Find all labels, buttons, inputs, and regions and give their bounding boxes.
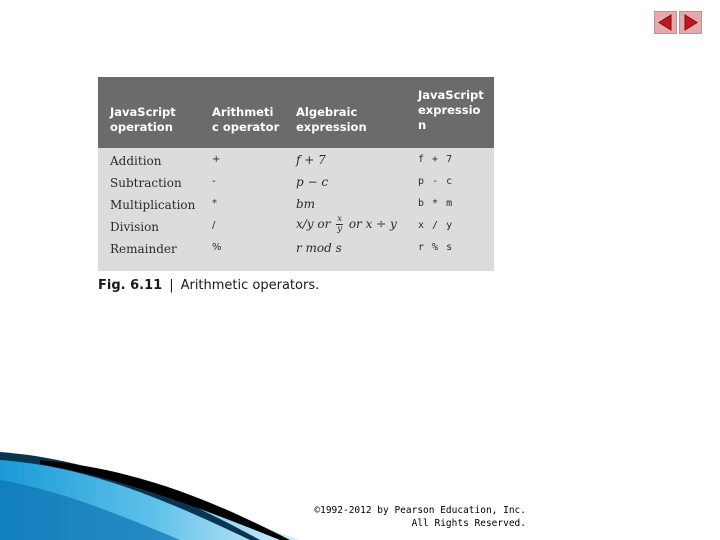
fraction — [336, 215, 343, 234]
table-header — [98, 77, 494, 148]
operator-cell: / — [212, 220, 216, 231]
algebraic-division-suffix: or x ÷ y — [348, 217, 397, 231]
header-algebraic-expression: Algebraic expression — [296, 105, 367, 134]
caption-separator: | — [169, 278, 174, 293]
operation-cell: Subtraction — [110, 176, 182, 190]
slide-navigation — [654, 11, 702, 34]
table-row — [98, 172, 494, 194]
next-slide-button[interactable] — [679, 11, 702, 34]
js-expression-cell: r % s — [418, 242, 453, 253]
triangle-right-icon — [680, 12, 701, 33]
operation-cell: Addition — [110, 154, 162, 168]
fraction-numerator: x — [337, 214, 342, 224]
operator-cell: % — [212, 242, 222, 253]
algebraic-division-prefix: x/y or — [296, 217, 331, 231]
algebraic-cell: p − c — [296, 175, 329, 189]
header-javascript-operation: JavaScript operation — [110, 105, 176, 134]
operator-cell: * — [212, 198, 217, 209]
operation-cell: Remainder — [110, 242, 177, 256]
copyright-notice — [290, 504, 526, 530]
caption-text: Arithmetic operators. — [180, 278, 320, 293]
algebraic-cell: f + 7 — [296, 153, 326, 167]
header-arithmetic-operator: Arithmetic operator — [212, 105, 280, 134]
figure-label: Fig. 6.11 — [98, 278, 163, 293]
js-expression-cell: x / y — [418, 220, 453, 231]
fraction-denominator: y — [337, 224, 342, 234]
table-row — [98, 238, 494, 260]
algebraic-cell — [296, 215, 397, 234]
table-row — [98, 150, 494, 172]
operator-cell: - — [212, 176, 216, 187]
operation-cell: Multiplication — [110, 198, 196, 212]
previous-slide-button[interactable] — [654, 11, 677, 34]
table-row — [98, 216, 494, 238]
copyright-line-1: ©1992-2012 by Pearson Education, Inc. — [314, 505, 526, 516]
js-expression-cell: b * m — [418, 198, 453, 209]
operator-cell: + — [212, 154, 221, 165]
operation-cell: Division — [110, 220, 160, 234]
copyright-line-2: All Rights Reserved. — [411, 518, 526, 529]
header-javascript-expression: JavaScript expression — [418, 88, 484, 132]
algebraic-cell: bm — [296, 197, 316, 211]
table-row — [98, 194, 494, 216]
figure-caption — [98, 278, 319, 293]
arithmetic-operators-table — [98, 77, 494, 271]
algebraic-cell: r mod s — [296, 241, 342, 255]
js-expression-cell: f + 7 — [418, 154, 453, 165]
js-expression-cell: p - c — [418, 176, 453, 187]
triangle-left-icon — [655, 12, 676, 33]
